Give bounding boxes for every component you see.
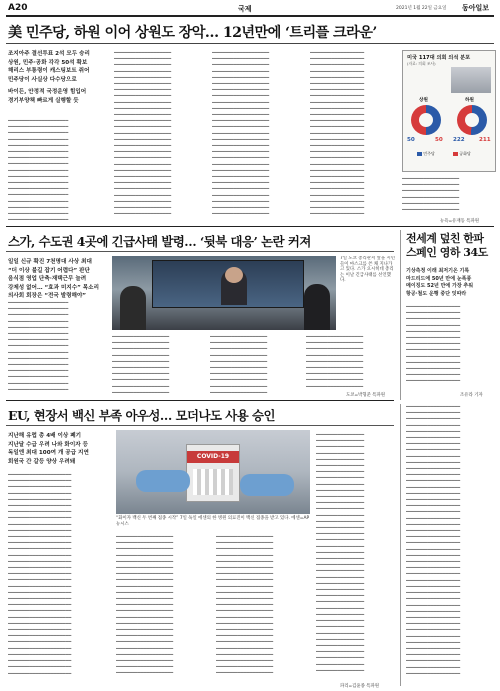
lead-subhead: 경기부양책 빠르게 실행할 듯 [8,97,79,104]
eu-body-col4: ━━━━━━━━━━━━━━━━ ━━━━━━━━━━━━━━━━ ━━━━━━━━━━━━━━━━ ━━━━━━━━━━━━━━━━ ━━━━━━━━━━━━━━━━ ━━━━━━━━━━━━━━━━ ━━━━━━━━━━━━━━━━ ━━━━━━━━━━━━━━━━ ━━━━━━━━━━━━━━━━ ━━━━━━━━━━━━━━━━ ━━━━━━━━━━━━━━━━ ━━━━━━━━━━━━━━━━ ━━━━━━━━━━━━━━━━ ━━━━━━━━━━━━━━━━ ━━━━━━━━━━━━━━━━ ━━━━━━━━━━━━━━━━ ━━━━━━━━━━━━━━━━ ━━━━━━━━━━━━━━━━ ━━━━━━━━━━━━━━━━ ━━━━━━━━━━━━━━━━ ━━━━━━━━━━━━━━━━ ━━━━━━━━━━━━━━━━ ━━━━━━━━━━━━━━━━ ━━━━━━━━━━━━━━━━ ━━━━━━━━━━━━━━━━ ━━━━━━━━━━━━━━━━ ━━━━━━━━━━━━━━━━ ━━━━━━━━━━━━━━━━ ━━━━━━━━━━━━━━━━ ━━━━━━━━━━━━━━━━ ━━━━━━━━━━━━━━━━ ━━━━━━━━━━━━━━━━ ━━━━━━━━━━━━━━━━ ━━━━━━━━━━━━━━━━ ━━━━━━━━━━━━━━━━ ━━━━━━━━━━━━━━━━ ━━━━━━━━━━━━━━━━ ━━━━━━━━━━━━━━━━ ━━━━━━━━━━━━━━━━ [316,432,365,674]
page-number: A20 [8,3,28,13]
tv-screen [152,260,304,308]
gloved-hand [136,470,190,492]
lead-body-col5: ━━━━━━━━━━━━━━━━━━━ ━━━━━━━━━━━━━━━━━━━ ━━━━━━━━━━━━━━━━━━━ ━━━━━━━━━━━━━━━━━━━ ━━━━━━━━━━━━━━━━━━━ ━━━━━━━━━━━━━━━━━━━ [402,176,460,214]
house-rep-count: 211 [479,137,491,143]
senate-donut [411,105,441,135]
seat-chart-title: 미국 117대 의회 의석 분포 [407,55,471,61]
japan-body-col4: ━━━━━━━━━━━━━━━━━━━ ━━━━━━━━━━━━━━━━━━━ ━━━━━━━━━━━━━━━━━━━ ━━━━━━━━━━━━━━━━━━━ ━━━━━━━━━━━━━━━━━━━ ━━━━━━━━━━━━━━━━━━━ ━━━━━━━━━━━━━━━━━━━ ━━━━━━━━━━━━━━━━━━━ ━━━━━━━━━━━━━━━━━━━ [306,334,364,390]
right-column-divider [400,230,401,400]
eu-photo-caption [116,516,310,527]
japan-photo-caption [340,256,396,330]
japan-photo-caption-text: 7일 도쿄 총리관저 앞을 시민들이 마스크를 쓴 채 지나가고 있다. 스가 요시히데 총리는 이날 긴급사태를 선언했다. [340,256,396,284]
eu-headline: EU, 현장서 백신 부족 아우성… 모더나도 사용 승인 [8,408,275,423]
lead-body-col4: ━━━━━━━━━━━━━━━━━━ ━━━━━━━━━━━━━━━━━━ ━━━━━━━━━━━━━━━━━━ ━━━━━━━━━━━━━━━━━━ ━━━━━━━━━━━━━━━━━━ ━━━━━━━━━━━━━━━━━━ ━━━━━━━━━━━━━━━━━━ ━━━━━━━━━━━━━━━━━━ ━━━━━━━━━━━━━━━━━━ ━━━━━━━━━━━━━━━━━━ ━━━━━━━━━━━━━━━━━━ ━━━━━━━━━━━━━━━━━━ ━━━━━━━━━━━━━━━━━━ ━━━━━━━━━━━━━━━━━━ ━━━━━━━━━━━━━━━━━━ ━━━━━━━━━━━━━━━━━━ ━━━━━━━━━━━━━━━━━━ ━━━━━━━━━━━━━━━━━━ ━━━━━━━━━━━━━━━━━━ ━━━━━━━━━━━━━━━━━━ ━━━━━━━━━━━━━━━━━━ ━━━━━━━━━━━━━━━━━━ ━━━━━━━━━━━━━━━━━━ ━━━━━━━━━━━━━━━━━━ ━━━━━━━━━━━━━━━━━━ ━━━━━━━━━━━━━━━━━━ ━━━━━━━━━━━━━━━━━━ [310,50,365,218]
vaccine-box-banner: COVID-19 [187,451,239,463]
section-rule-1 [6,226,494,227]
vaccine-box [186,444,240,502]
japan-body-col2: ━━━━━━━━━━━━━━━━━━━ ━━━━━━━━━━━━━━━━━━━ ━━━━━━━━━━━━━━━━━━━ ━━━━━━━━━━━━━━━━━━━ ━━━━━━━━━━━━━━━━━━━ ━━━━━━━━━━━━━━━━━━━ ━━━━━━━━━━━━━━━━━━━ ━━━━━━━━━━━━━━━━━━━ ━━━━━━━━━━━━━━━━━━━ ━━━━━━━━━━━━━━━━━━━ [112,334,170,396]
eu-subhead: 지난달 수급 우려 나와 화이자 등 [8,441,88,448]
house-dem-count: 222 [453,137,465,143]
right-subhead: 마드리드에 50년 만에 눈폭풍 [406,275,472,282]
gloved-hand [240,474,294,496]
eu-body-col3: ━━━━━━━━━━━━━━━━━━━ ━━━━━━━━━━━━━━━━━━━ ━━━━━━━━━━━━━━━━━━━ ━━━━━━━━━━━━━━━━━━━ ━━━━━━━━━━━━━━━━━━━ ━━━━━━━━━━━━━━━━━━━ ━━━━━━━━━━━━━━━━━━━ ━━━━━━━━━━━━━━━━━━━ ━━━━━━━━━━━━━━━━━━━ ━━━━━━━━━━━━━━━━━━━ ━━━━━━━━━━━━━━━━━━━ ━━━━━━━━━━━━━━━━━━━ ━━━━━━━━━━━━━━━━━━━ ━━━━━━━━━━━━━━━━━━━ ━━━━━━━━━━━━━━━━━━━ ━━━━━━━━━━━━━━━━━━━ ━━━━━━━━━━━━━━━━━━━ ━━━━━━━━━━━━━━━━━━━ ━━━━━━━━━━━━━━━━━━━ ━━━━━━━━━━━━━━━━━━━ ━━━━━━━━━━━━━━━━━━━ ━━━━━━━━━━━━━━━━━━━ ━━━━━━━━━━━━━━━━━━━ [216,534,274,677]
legend-dem-label: 민주당 [423,151,435,156]
lead-subhead: 해리스 부통령이 캐스팅보트 쥐어 [8,68,90,75]
lead-body-col2: ━━━━━━━━━━━━━━━━━━━ ━━━━━━━━━━━━━━━━━━━ ━━━━━━━━━━━━━━━━━━━ ━━━━━━━━━━━━━━━━━━━ ━━━━━━━━━━━━━━━━━━━ ━━━━━━━━━━━━━━━━━━━ ━━━━━━━━━━━━━━━━━━━ ━━━━━━━━━━━━━━━━━━━ ━━━━━━━━━━━━━━━━━━━ ━━━━━━━━━━━━━━━━━━━ ━━━━━━━━━━━━━━━━━━━ ━━━━━━━━━━━━━━━━━━━ ━━━━━━━━━━━━━━━━━━━ ━━━━━━━━━━━━━━━━━━━ ━━━━━━━━━━━━━━━━━━━ ━━━━━━━━━━━━━━━━━━━ ━━━━━━━━━━━━━━━━━━━ ━━━━━━━━━━━━━━━━━━━ ━━━━━━━━━━━━━━━━━━━ ━━━━━━━━━━━━━━━━━━━ ━━━━━━━━━━━━━━━━━━━ ━━━━━━━━━━━━━━━━━━━ ━━━━━━━━━━━━━━━━━━━ ━━━━━━━━━━━━━━━━━━━ ━━━━━━━━━━━━━━━━━━━ ━━━━━━━━━━━━━━━━━━━ ━━━━━━━━━━━━━━━━━━━ [114,50,172,218]
header-rule [6,15,494,17]
right-subhead: 항공·철도 운행 중단 잇따라 [406,290,467,297]
seat-chart-box [402,50,496,172]
lead-subhead: 상원, 민주·공화 각각 50석 확보 [8,59,88,66]
right-headline-text: 전세계 덮친 한파 스페인 영하 34도 [406,232,488,259]
right-byline: 조유라 기자 [460,393,483,398]
lead-subhead: 조지아주 결선투표 2석 모두 승리 [8,51,90,57]
eu-body-col1: ━━━━━━━━━━━━━━━━━━━━━ ━━━━━━━━━━━━━━━━━━━━━ ━━━━━━━━━━━━━━━━━━━━━ ━━━━━━━━━━━━━━━━━━━━━ ━━━━━━━━━━━━━━━━━━━━━ ━━━━━━━━━━━━━━━━━━━━━ ━━━━━━━━━━━━━━━━━━━━━ ━━━━━━━━━━━━━━━━━━━━━ ━━━━━━━━━━━━━━━━━━━━━ ━━━━━━━━━━━━━━━━━━━━━ ━━━━━━━━━━━━━━━━━━━━━ ━━━━━━━━━━━━━━━━━━━━━ ━━━━━━━━━━━━━━━━━━━━━ ━━━━━━━━━━━━━━━━━━━━━ ━━━━━━━━━━━━━━━━━━━━━ ━━━━━━━━━━━━━━━━━━━━━ ━━━━━━━━━━━━━━━━━━━━━ ━━━━━━━━━━━━━━━━━━━━━ ━━━━━━━━━━━━━━━━━━━━━ ━━━━━━━━━━━━━━━━━━━━━ ━━━━━━━━━━━━━━━━━━━━━ ━━━━━━━━━━━━━━━━━━━━━ ━━━━━━━━━━━━━━━━━━━━━ ━━━━━━━━━━━━━━━━━━━━━ ━━━━━━━━━━━━━━━━━━━━━ ━━━━━━━━━━━━━━━━━━━━━ ━━━━━━━━━━━━━━━━━━━━━ ━━━━━━━━━━━━━━━━━━━━━ ━━━━━━━━━━━━━━━━━━━━━ ━━━━━━━━━━━━━━━━━━━━━ ━━━━━━━━━━━━━━━━━━━━━ ━━━━━━━━━━━━━━━━━━━━━ ━━━━━━━━━━━━━━━━━━━━━ [8,472,72,677]
japan-subhead: 일일 신규 확진 7천명대 사상 최대 [8,259,92,265]
lead-subhead: 바이든, 안정적 국정운영 힘입어 [8,89,87,96]
japan-subhead: “더 이상 불길 잡기 어렵다” 판단 [8,267,90,274]
japan-body-col1: ━━━━━━━━━━━━━━━━━━━━ ━━━━━━━━━━━━━━━━━━━━ ━━━━━━━━━━━━━━━━━━━━ ━━━━━━━━━━━━━━━━━━━━ ━━━━━━━━━━━━━━━━━━━━ ━━━━━━━━━━━━━━━━━━━━ ━━━━━━━━━━━━━━━━━━━━ ━━━━━━━━━━━━━━━━━━━━ ━━━━━━━━━━━━━━━━━━━━ ━━━━━━━━━━━━━━━━━━━━ ━━━━━━━━━━━━━━━━━━━━ ━━━━━━━━━━━━━━━━━━━━ ━━━━━━━━━━━━━━━━━━━━ ━━━━━━━━━━━━━━━━━━━━ ━━━━━━━━━━━━━━━━━━━━ [8,300,69,393]
japan-byline: 도쿄=박형준 특파원 [346,393,386,398]
house-donut [457,105,487,135]
section-rule-2 [6,400,394,401]
senate-rep-count: 50 [435,137,443,143]
japan-rule [6,251,394,252]
legend-rep-label: 공화당 [459,151,471,156]
section-label: 국제 [238,5,252,13]
legend-dem [417,151,435,156]
right-headline [406,232,494,260]
right-subheads [406,268,494,298]
eu-subhead: 지난해 유럽 총 4배 이상 폐기 [8,433,82,439]
right-column-divider-lower [400,404,401,686]
us-capitol-icon [451,67,491,93]
lead-subheads [8,50,106,106]
right-lower-body: ━━━━━━━━━━━━━━━━━━ ━━━━━━━━━━━━━━━━━━ ━━━━━━━━━━━━━━━━━━ ━━━━━━━━━━━━━━━━━━ ━━━━━━━━━━━━━━━━━━ ━━━━━━━━━━━━━━━━━━ ━━━━━━━━━━━━━━━━━━ ━━━━━━━━━━━━━━━━━━ ━━━━━━━━━━━━━━━━━━ ━━━━━━━━━━━━━━━━━━ ━━━━━━━━━━━━━━━━━━ ━━━━━━━━━━━━━━━━━━ ━━━━━━━━━━━━━━━━━━ ━━━━━━━━━━━━━━━━━━ ━━━━━━━━━━━━━━━━━━ ━━━━━━━━━━━━━━━━━━ ━━━━━━━━━━━━━━━━━━ ━━━━━━━━━━━━━━━━━━ ━━━━━━━━━━━━━━━━━━ ━━━━━━━━━━━━━━━━━━ ━━━━━━━━━━━━━━━━━━ ━━━━━━━━━━━━━━━━━━ ━━━━━━━━━━━━━━━━━━ ━━━━━━━━━━━━━━━━━━ ━━━━━━━━━━━━━━━━━━ ━━━━━━━━━━━━━━━━━━ ━━━━━━━━━━━━━━━━━━ ━━━━━━━━━━━━━━━━━━ ━━━━━━━━━━━━━━━━━━ ━━━━━━━━━━━━━━━━━━ ━━━━━━━━━━━━━━━━━━ ━━━━━━━━━━━━━━━━━━ ━━━━━━━━━━━━━━━━━━ ━━━━━━━━━━━━━━━━━━ ━━━━━━━━━━━━━━━━━━ ━━━━━━━━━━━━━━━━━━ ━━━━━━━━━━━━━━━━━━ ━━━━━━━━━━━━━━━━━━ ━━━━━━━━━━━━━━━━━━ ━━━━━━━━━━━━━━━━━━ ━━━━━━━━━━━━━━━━━━ ━━━━━━━━━━━━━━━━━━ ━━━━━━━━━━━━━━━━━━ ━━━━━━━━━━━━━━━━━━ [406,404,461,677]
right-subhead: 기상측정 이래 최저기온 기록 [406,268,470,274]
eu-subhead: 회원국 간 갈등 양상 우려돼 [8,458,76,465]
seat-chart-note: (자료: 의회 조사) [407,61,436,66]
eu-photo-caption-text: “화이자 백신 두 번째 접종 시작” 7일 독일 에센의 한 병원 의료진이 백신 접종을 받고 있다. 에센=AP 뉴시스 [116,516,310,527]
lead-rule [6,43,494,44]
eu-photo [116,430,310,514]
right-subhead: 메이징도 52년 만에 가장 추워 [406,283,474,290]
person-left [120,286,146,330]
japan-subhead: 강제성 없어… “효과 미지수” 목소리 [8,284,99,291]
person-right [304,284,330,330]
right-body: ━━━━━━━━━━━━━━━━━━ ━━━━━━━━━━━━━━━━━━ ━━━━━━━━━━━━━━━━━━ ━━━━━━━━━━━━━━━━━━ ━━━━━━━━━━━━━━━━━━ ━━━━━━━━━━━━━━━━━━ ━━━━━━━━━━━━━━━━━━ ━━━━━━━━━━━━━━━━━━ ━━━━━━━━━━━━━━━━━━ ━━━━━━━━━━━━━━━━━━ ━━━━━━━━━━━━━━━━━━ ━━━━━━━━━━━━━━━━━━ ━━━━━━━━━━━━━━━━━━ [406,304,461,385]
senate-label: 상원 [419,98,428,103]
lead-byline: 뉴욕=유재동 특파원 [440,219,480,224]
lead-subhead: 민주당이 사실상 다수당으로 [8,76,77,83]
lead-body-col3: ━━━━━━━━━━━━━━━━━━━ ━━━━━━━━━━━━━━━━━━━ ━━━━━━━━━━━━━━━━━━━ ━━━━━━━━━━━━━━━━━━━ ━━━━━━━━━━━━━━━━━━━ ━━━━━━━━━━━━━━━━━━━ ━━━━━━━━━━━━━━━━━━━ ━━━━━━━━━━━━━━━━━━━ ━━━━━━━━━━━━━━━━━━━ ━━━━━━━━━━━━━━━━━━━ ━━━━━━━━━━━━━━━━━━━ ━━━━━━━━━━━━━━━━━━━ ━━━━━━━━━━━━━━━━━━━ ━━━━━━━━━━━━━━━━━━━ ━━━━━━━━━━━━━━━━━━━ ━━━━━━━━━━━━━━━━━━━ ━━━━━━━━━━━━━━━━━━━ ━━━━━━━━━━━━━━━━━━━ ━━━━━━━━━━━━━━━━━━━ ━━━━━━━━━━━━━━━━━━━ ━━━━━━━━━━━━━━━━━━━ ━━━━━━━━━━━━━━━━━━━ ━━━━━━━━━━━━━━━━━━━ ━━━━━━━━━━━━━━━━━━━ ━━━━━━━━━━━━━━━━━━━ ━━━━━━━━━━━━━━━━━━━ ━━━━━━━━━━━━━━━━━━━ [212,50,270,218]
legend-rep [453,151,471,156]
lead-body-col1: ━━━━━━━━━━━━━━━━━━━━ ━━━━━━━━━━━━━━━━━━━━ ━━━━━━━━━━━━━━━━━━━━ ━━━━━━━━━━━━━━━━━━━━ ━━━━━━━━━━━━━━━━━━━━ ━━━━━━━━━━━━━━━━━━━━ ━━━━━━━━━━━━━━━━━━━━ ━━━━━━━━━━━━━━━━━━━━ ━━━━━━━━━━━━━━━━━━━━ ━━━━━━━━━━━━━━━━━━━━ ━━━━━━━━━━━━━━━━━━━━ ━━━━━━━━━━━━━━━━━━━━ ━━━━━━━━━━━━━━━━━━━━ ━━━━━━━━━━━━━━━━━━━━ ━━━━━━━━━━━━━━━━━━━━ ━━━━━━━━━━━━━━━━━━━━ ━━━━━━━━━━━━━━━━━━━━ [8,118,69,222]
legend-rep-swatch [453,152,458,156]
senate-dem-count: 50 [407,137,415,143]
eu-rule [6,425,394,426]
house-label: 하원 [465,98,474,103]
issue-date: 2021년 1월 22일 금요일 [396,6,447,11]
japan-subhead: 음식점 영업 단축·재택근무 늘려 [8,276,87,283]
japan-photo [112,256,336,330]
japan-subhead: 의사회 회장은 “전국 발령해야” [8,293,87,300]
paper-name: 동아일보 [462,3,490,12]
lead-headline: 美 민주당, 하원 이어 상원도 장악… 12년만에 ‘트리플 크라운’ [8,25,377,41]
japan-body-col3: ━━━━━━━━━━━━━━━━━━━ ━━━━━━━━━━━━━━━━━━━ ━━━━━━━━━━━━━━━━━━━ ━━━━━━━━━━━━━━━━━━━ ━━━━━━━━━━━━━━━━━━━ ━━━━━━━━━━━━━━━━━━━ ━━━━━━━━━━━━━━━━━━━ ━━━━━━━━━━━━━━━━━━━ ━━━━━━━━━━━━━━━━━━━ ━━━━━━━━━━━━━━━━━━━ [210,334,268,396]
eu-byline: 파리=김윤종 특파원 [340,684,380,689]
eu-body-col2: ━━━━━━━━━━━━━━━━━━━ ━━━━━━━━━━━━━━━━━━━ ━━━━━━━━━━━━━━━━━━━ ━━━━━━━━━━━━━━━━━━━ ━━━━━━━━━━━━━━━━━━━ ━━━━━━━━━━━━━━━━━━━ ━━━━━━━━━━━━━━━━━━━ ━━━━━━━━━━━━━━━━━━━ ━━━━━━━━━━━━━━━━━━━ ━━━━━━━━━━━━━━━━━━━ ━━━━━━━━━━━━━━━━━━━ ━━━━━━━━━━━━━━━━━━━ ━━━━━━━━━━━━━━━━━━━ ━━━━━━━━━━━━━━━━━━━ ━━━━━━━━━━━━━━━━━━━ ━━━━━━━━━━━━━━━━━━━ ━━━━━━━━━━━━━━━━━━━ ━━━━━━━━━━━━━━━━━━━ ━━━━━━━━━━━━━━━━━━━ ━━━━━━━━━━━━━━━━━━━ ━━━━━━━━━━━━━━━━━━━ ━━━━━━━━━━━━━━━━━━━ ━━━━━━━━━━━━━━━━━━━ [116,534,174,677]
eu-subhead: 독일엔 최대 100여 개 공급 지연 [8,450,89,457]
japan-headline: 스가, 수도권 4곳에 긴급사태 발령… ‘뒷북 대응’ 논란 커져 [8,234,311,249]
japan-subheads [8,258,108,301]
legend-dem-swatch [417,152,422,156]
eu-subheads [8,432,112,466]
